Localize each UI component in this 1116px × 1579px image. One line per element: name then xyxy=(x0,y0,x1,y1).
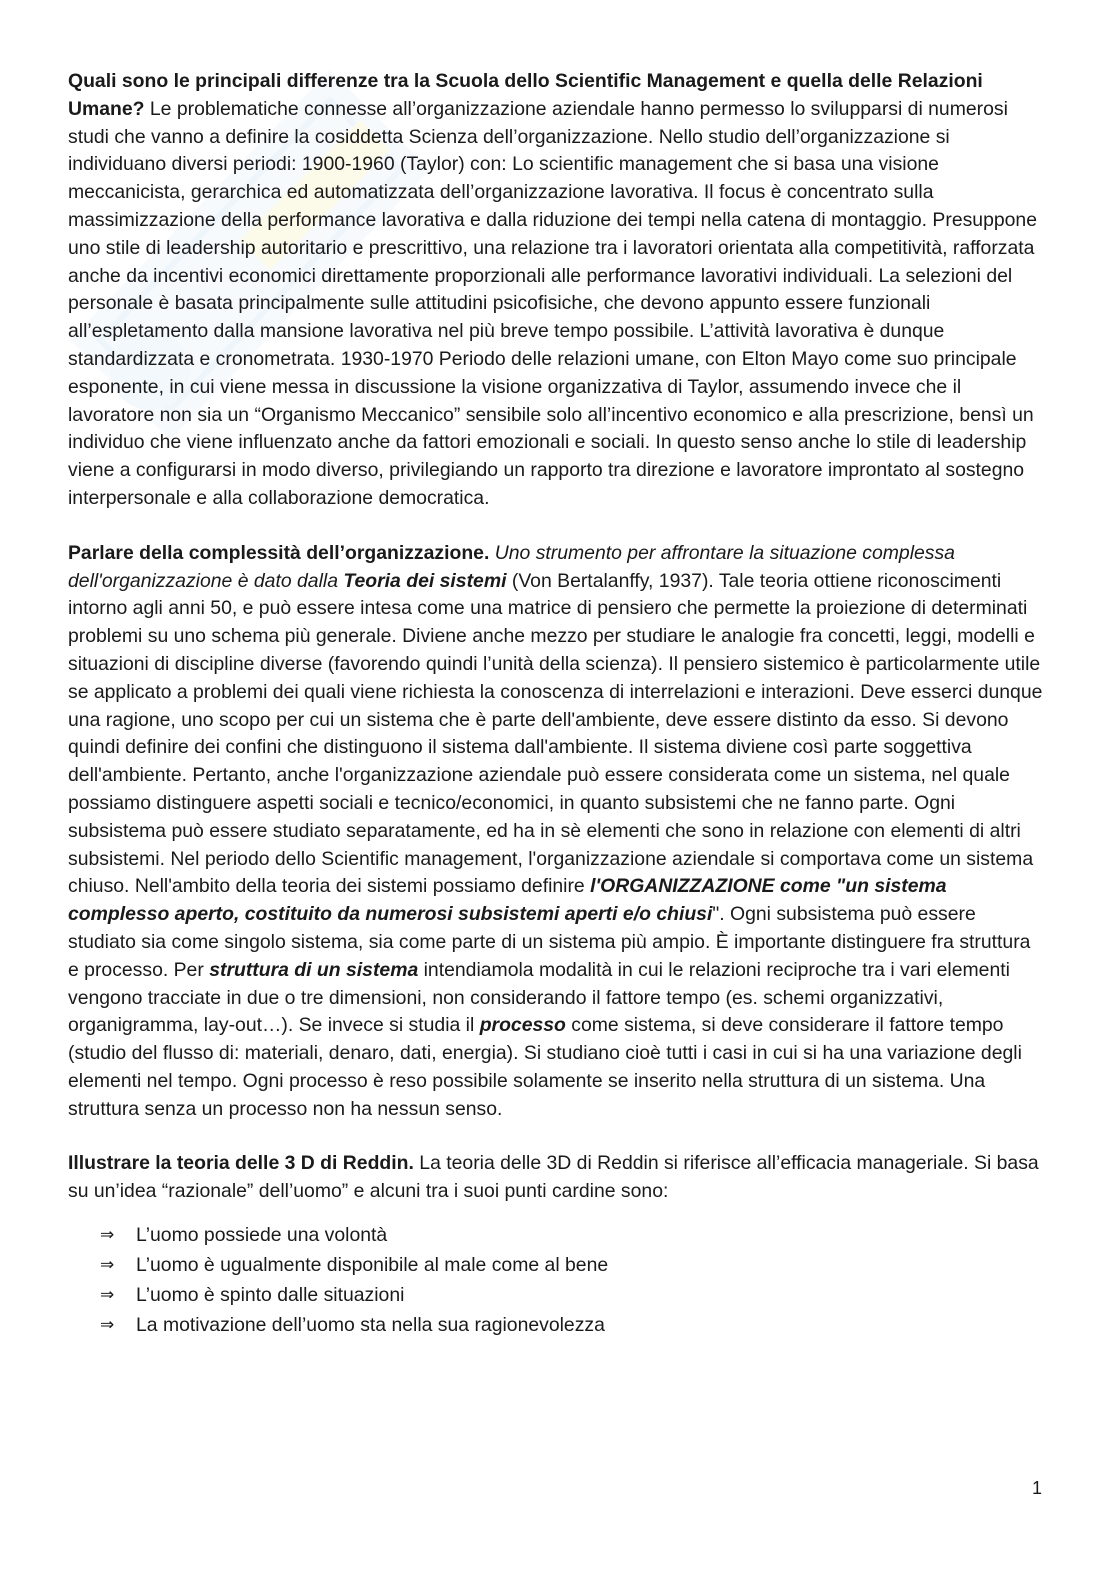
arrow-icon: ⇒ xyxy=(100,1225,115,1246)
section-text: Le problematiche connesse all’organizzazione aziendale hanno permesso lo svilupparsi di numerosi studi che vanno a definire la cosiddetta Scienza dell’organizzazione. Nello studio dell’organizzazione si individuano diversi periodi: 1900-1960 (Taylor) con: Lo scientific management che si basa una visione meccanicista, gerarchica ed automatizzata dell’organizzazione lavorativa. Il focus è concentrato sulla massimizzazione della performance lavorativa e dalla riduzione dei tempi nella catena di montaggio. Presuppone uno stile di leadership autoritario e prescrittivo, una relazione tra i lavoratori orientata alla competitività, rafforzata anche da incentivi economici direttamente proporzionali alle performance lavorativi individuali. La selezioni del personale è basata principalmente sulle attitudini psicofisiche, che devono appunto essere funzionali all’espletamento dalla mansione lavorativa nel più breve tempo possibile. L’attività lavorativa è dunque standardizzata e cronometrata. 1930-1970 Periodo delle relazioni umane, con Elton Mayo come suo principale esponente, in cui viene messa in discussione la visione organizzativa di Taylor, assumendo invece che il lavoratore non sia un “Organismo Meccanico” sensibile solo all’incentivo economico e alla prescrizione, bensì un individuo che viene influenzato anche da fattori emozionali e sociali. In questo senso anche lo stile di leadership viene a configurarsi in modo diverso, privilegiando un rapporto tra direzione e lavoratore improntato al sostegno interpersonale e alla collaborazione democratica. xyxy=(68,97,1038,509)
term-struttura: struttura di un sistema xyxy=(209,958,419,981)
question-heading: Quali sono le principali differenze tra la Scuola dello Scientific Management e quella delle Relazioni Umane? xyxy=(68,70,983,120)
section-intro-italic: Uno strumento per affrontare la situazione complessa dell'organizzazione è dato dalla xyxy=(68,541,955,592)
arrow-icon: ⇒ xyxy=(100,1285,115,1306)
document-body xyxy=(68,68,1046,1340)
list-item xyxy=(100,1220,1046,1250)
section-text: (Von Bertalanffy, 1937). Tale teoria ottiene riconoscimenti intorno agli anni 50, e può essere intesa come una matrice di pensiero che permette la proiezione di determinati problemi su uno schema più generale. Diviene anche mezzo per studiare le analogie fra concetti, leggi, modelli e situazioni di discipline diverse (favorendo quindi l’unità della scienza). Il pensiero sistemico è particolarmente utile se applicato a problemi dei quali viene richiesta la conoscenza di interrelazioni e interazioni. Deve esserci dunque una ragione, uno scopo per cui un sistema che è parte dell'ambiente, deve essere distinto da esso. Si devono quindi definire dei confini che distinguono il sistema dall'ambiente. Il sistema diviene così parte soggettiva dell'ambiente. Pertanto, anche l'organizzazione aziendale può essere considerata come un sistema, nel quale possiamo distinguere aspetti sociali e tecnico/economici, in quanto subsistemi che ne fanno parte. Ogni subsistema può essere studiato separatamente, ed ha in sè elementi che sono in relazione con elementi di altri subsistemi. Nel periodo dello Scientific management, l'organizzazione aziendale si comportava come un sistema chiuso. Nell'ambito della teoria dei sistemi possiamo definire xyxy=(68,569,1043,898)
list-item-text: L’uomo è ugualmente disponibile al male come al bene xyxy=(136,1254,609,1277)
section-scientific-management xyxy=(68,68,1046,513)
reddin-points-list xyxy=(68,1214,1046,1340)
list-item xyxy=(100,1250,1046,1280)
question-heading: Parlare della complessità dell’organizzazione. xyxy=(68,541,490,564)
page-number: 1 xyxy=(1031,1478,1042,1498)
section-text: intendiamola modalità in cui le relazioni reciproche tra i vari elementi vengono tracciate in due o tre dimensioni, non considerando il fattore tempo (es. schemi organizzativi, organigramma, lay-out…). Se invece si studia il xyxy=(68,958,1010,1037)
section-reddin xyxy=(68,1150,1046,1206)
section-text: ". Ogni subsistema può essere studiato sia come singolo sistema, sia come parte di un sistema più ampio. È importante distinguere fra struttura e processo. Per xyxy=(68,903,1031,981)
list-item-text: La motivazione dell’uomo sta nella sua ragionevolezza xyxy=(136,1314,605,1337)
question-heading: Illustrare la teoria delle 3 D di Reddin. xyxy=(68,1152,414,1175)
section-complessita xyxy=(68,540,1046,1124)
section-text: come sistema, si deve considerare il fattore tempo (studio del flusso di: materiali, denaro, dati, energia). Si studiano cioè tutti i casi in cui si ha una variazione degli elementi nel tempo. Ogni processo è reso possibile solamente se inserito nella struttura di un sistema. Una struttura senza un processo non ha nessun senso. xyxy=(68,1014,1022,1120)
arrow-icon: ⇒ xyxy=(100,1255,115,1276)
arrow-icon: ⇒ xyxy=(100,1315,115,1336)
term-teoria-sistemi: Teoria dei sistemi xyxy=(343,569,507,592)
list-item xyxy=(100,1310,1046,1340)
list-item-text: L’uomo è spinto dalle situazioni xyxy=(136,1284,405,1307)
section-text: La teoria delle 3D di Reddin si riferisce all’efficacia manageriale. Si basa su un’idea “razionale” dell’uomo” e alcuni tra i suoi punti cardine sono: xyxy=(68,1152,1039,1203)
list-item-text: L’uomo possiede una volontà xyxy=(136,1224,388,1247)
term-processo: processo xyxy=(479,1014,566,1037)
term-organizzazione-definition: l'ORGANIZZAZIONE come "un sistema complesso aperto, costituito da numerosi subsistemi aperti e/o chiusi xyxy=(68,875,947,926)
list-item xyxy=(100,1280,1046,1310)
